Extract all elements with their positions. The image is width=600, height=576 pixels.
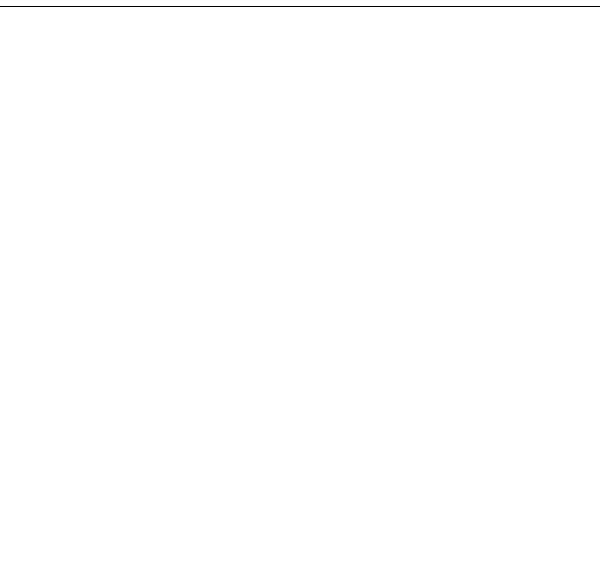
table-title [0, 7, 600, 31]
